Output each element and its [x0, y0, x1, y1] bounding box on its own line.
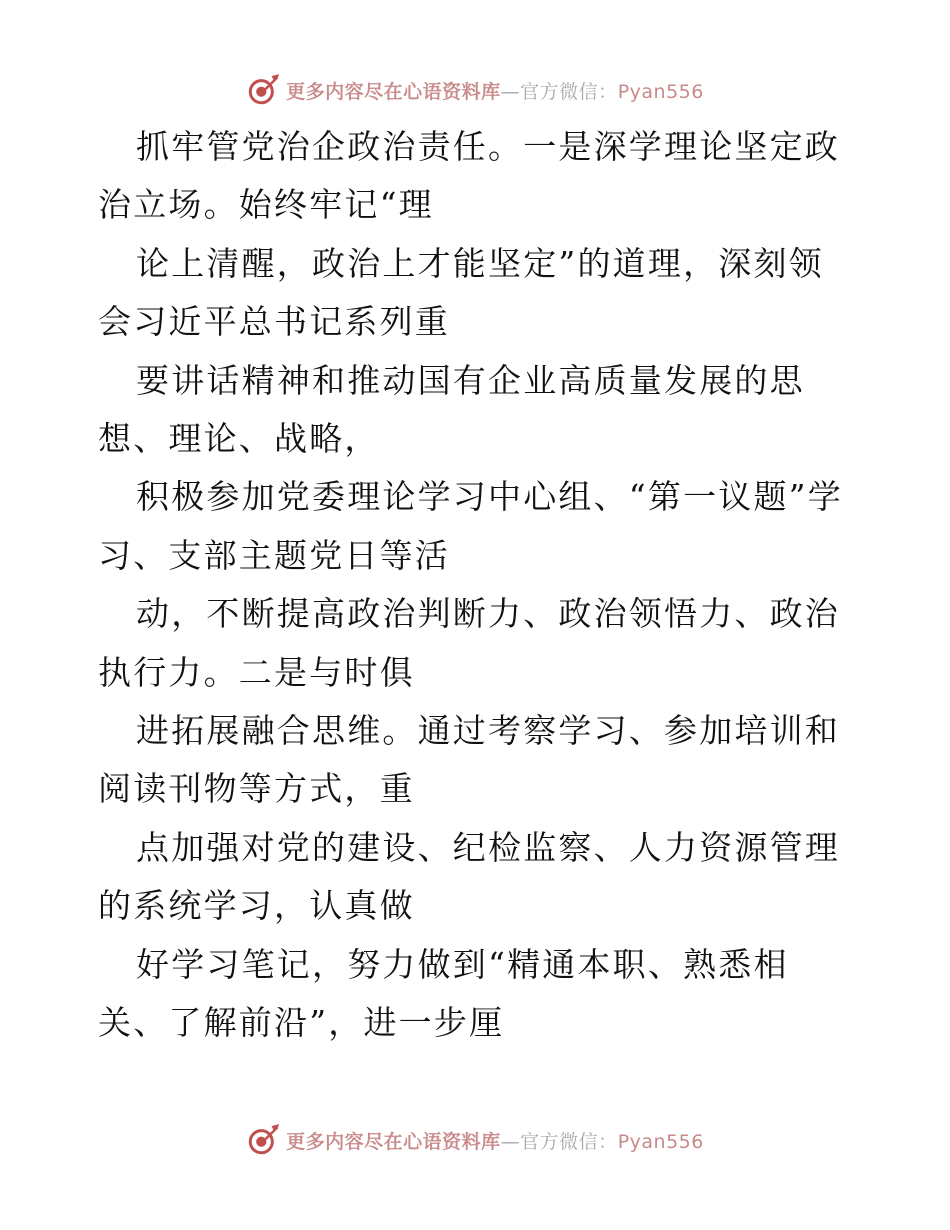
paragraph: 点加强对党的建设、纪检监察、人力资源管理的系统学习，认真做 — [98, 827, 840, 926]
paragraph: 论上清醒，政治上才能坚定”的道理，深刻领会习近平总书记系列重 — [98, 243, 824, 342]
paragraph: 动，不断提高政治判断力、政治领悟力、政治执行力。二是与时俱 — [98, 594, 840, 692]
quill-logo-icon — [246, 73, 280, 107]
quill-logo-icon — [246, 1123, 280, 1157]
banner-wechat-id: Pyan556 — [617, 1130, 704, 1153]
banner-wechat-label: —官方微信： — [500, 1130, 618, 1153]
banner-site-name: 更多内容尽在心语资料库 — [286, 80, 501, 103]
document-body — [98, 118, 858, 1053]
footer-banner — [0, 1120, 950, 1160]
banner-text — [286, 77, 704, 104]
paragraph: 积极参加党委理论学习中心组、“第一议题”学习、支部主题党日等活 — [98, 477, 843, 575]
paragraph: 好学习笔记，努力做到“精通本职、熟悉相关、了解前沿”，进一步厘 — [98, 944, 789, 1043]
banner-site-name: 更多内容尽在心语资料库 — [286, 1130, 501, 1153]
paragraph: 抓牢管党治企政治责任。一是深学理论坚定政治立场。始终牢记“理 — [98, 127, 840, 225]
banner-wechat-label: —官方微信： — [500, 80, 618, 103]
header-banner — [0, 70, 950, 110]
paragraph: 进拓展融合思维。通过考察学习、参加培训和阅读刊物等方式，重 — [98, 711, 840, 809]
banner-text — [286, 1127, 704, 1154]
banner-wechat-id: Pyan556 — [617, 80, 704, 103]
paragraph: 要讲话精神和推动国有企业高质量发展的思想、理论、战略， — [98, 360, 805, 459]
